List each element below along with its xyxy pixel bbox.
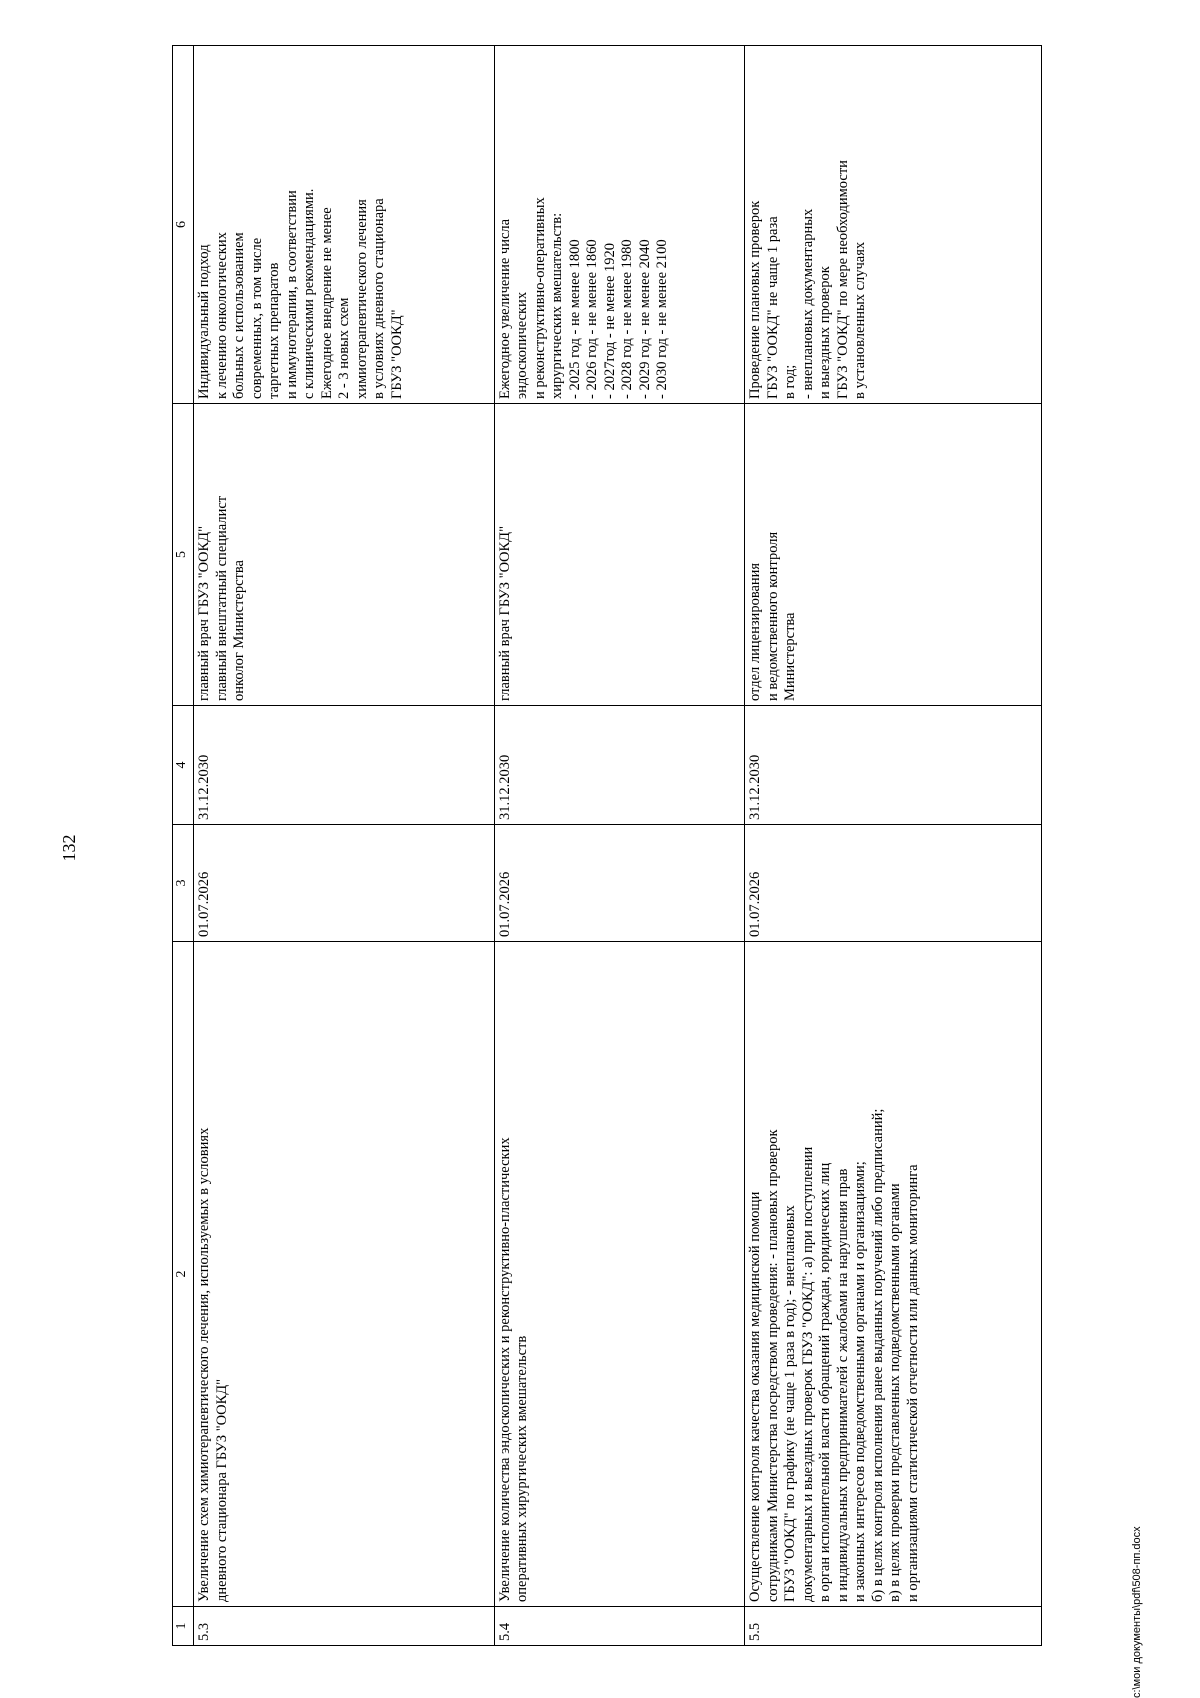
measure-cell: Увеличение количества эндоскопических и реконструктивно-пластических оперативных хирургических вмешательств <box>494 942 745 1607</box>
start-date-cell: 01.07.2026 <box>745 825 1042 942</box>
end-date-cell: 31.12.2030 <box>494 706 745 825</box>
header-cell: 5 <box>173 404 194 706</box>
page-number: 132 <box>59 834 79 862</box>
table-row <box>745 46 1042 1646</box>
header-cell: 4 <box>173 706 194 825</box>
plan-table <box>172 45 1042 1646</box>
result-cell: Проведение плановых проверок ГБУЗ "ООКД" не чаще 1 раза в год; - внеплановых документарных и выездных проверок ГБУЗ "ООКД" по мере необходимости в установленных случаях <box>745 46 1042 404</box>
table-row <box>194 46 495 1646</box>
measure-cell: Увеличение схем химиотерапевтического лечения, используемых в условиях дневного стационара ГБУЗ "ООКД" <box>194 942 495 1607</box>
plan-table-container <box>172 46 1042 1646</box>
end-date-cell: 31.12.2030 <box>194 706 495 825</box>
responsible-cell: главный врач ГБУЗ "ООКД" <box>494 404 745 706</box>
header-cell: 1 <box>173 1607 194 1646</box>
row-number: 5.3 <box>194 1607 495 1646</box>
header-cell: 6 <box>173 46 194 404</box>
footer-file-path: c:\мои документы\pdf\508-пп.docx <box>1131 1526 1143 1698</box>
start-date-cell: 01.07.2026 <box>194 825 495 942</box>
responsible-cell: главный врач ГБУЗ "ООКД" главный внештатный специалист онколог Министерства <box>194 404 495 706</box>
responsible-cell: отдел лицензирования и ведомственного контроля Министерства <box>745 404 1042 706</box>
row-number: 5.5 <box>745 1607 1042 1646</box>
start-date-cell: 01.07.2026 <box>494 825 745 942</box>
plan-table-rotated <box>172 46 1042 1646</box>
result-cell: Индивидуальный подход к лечению онкологических больных с использованием современных, в том числе таргетных препаратов и иммунотерапии, в соответствии с клиническими рекомендациями. Ежегодное внедрение не менее 2 - 3 новых схем химиотерапевтического лечения в условиях дневного стационара ГБУЗ "ООКД" <box>194 46 495 404</box>
table-row <box>494 46 745 1646</box>
measure-cell: Осуществление контроля качества оказания медицинской помощи сотрудниками Министерства посредством проведения: - плановых проверок ГБУЗ "ООКД" по графику (не чаще 1 раза в год); - внеплановых документарных и выездных проверок ГБУЗ "ООКД": а) при поступлении в орган исполнительной власти обращений граждан, юридических лиц и индивидуальных предпринимателей с жалобами на нарушения прав и законных интересов подведомственными органами и организациями; б) в целях контроля исполнения ранее выданных поручений либо предписаний; в) в целях проверки представленных подведомственными органами и организациями статистической отчетности или данных мониторинга <box>745 942 1042 1607</box>
table-header-row <box>173 46 194 1646</box>
header-cell: 3 <box>173 825 194 942</box>
header-cell: 2 <box>173 942 194 1607</box>
row-number: 5.4 <box>494 1607 745 1646</box>
result-cell: Ежегодное увеличение числа эндоскопических и реконструктивно-оперативных хирургических вмешательств: - 2025 год - не менее 1800 - 2026 год - не менее 1860 - 2027год - не менее 1920 - 2028 год - не менее 1980 - 2029 год - не менее 2040 - 2030 год - не менее 2100 <box>494 46 745 404</box>
end-date-cell: 31.12.2030 <box>745 706 1042 825</box>
